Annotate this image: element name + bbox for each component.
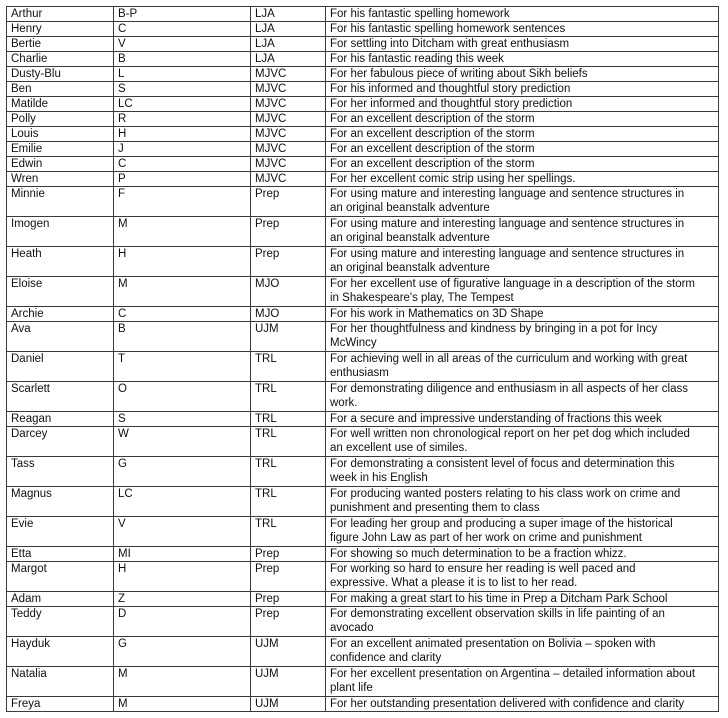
pupil-name-cell: Darcey <box>7 427 114 457</box>
surname-initial-cell: F <box>114 187 251 217</box>
pupil-name-cell: Imogen <box>7 217 114 247</box>
award-reason-cell: For her excellent use of figurative language in a description of the storm in Shakespeare's play, The Tempest <box>326 277 719 307</box>
class-code-cell: Prep <box>251 607 326 637</box>
table-row <box>7 82 719 97</box>
table-row <box>7 352 719 382</box>
pupil-name-cell: Scarlett <box>7 382 114 412</box>
surname-initial-cell: V <box>114 37 251 52</box>
surname-initial-cell: C <box>114 157 251 172</box>
class-code-cell: Prep <box>251 217 326 247</box>
table-row <box>7 142 719 157</box>
award-reason-cell: For his fantastic spelling homework <box>326 7 719 22</box>
pupil-name-cell: Daniel <box>7 352 114 382</box>
award-reason-cell: For her thoughtfulness and kindness by bringing in a pot for Incy McWincy <box>326 322 719 352</box>
awards-table-body <box>7 7 719 712</box>
pupil-name-cell: Archie <box>7 307 114 322</box>
award-reason-cell: For her outstanding presentation delivered with confidence and clarity <box>326 697 719 712</box>
class-code-cell: MJVC <box>251 97 326 112</box>
award-reason-cell: For leading her group and producing a super image of the historical figure John Law as part of her work on crime and punishment <box>326 517 719 547</box>
table-row <box>7 127 719 142</box>
award-reason-cell: For producing wanted posters relating to his class work on crime and punishment and presenting them to class <box>326 487 719 517</box>
table-row <box>7 277 719 307</box>
surname-initial-cell: H <box>114 247 251 277</box>
pupil-name-cell: Evie <box>7 517 114 547</box>
pupil-name-cell: Minnie <box>7 187 114 217</box>
surname-initial-cell: M <box>114 667 251 697</box>
pupil-name-cell: Natalia <box>7 667 114 697</box>
table-row <box>7 307 719 322</box>
table-row <box>7 592 719 607</box>
pupil-name-cell: Etta <box>7 547 114 562</box>
surname-initial-cell: S <box>114 412 251 427</box>
surname-initial-cell: LC <box>114 97 251 112</box>
table-row <box>7 562 719 592</box>
surname-initial-cell: M <box>114 217 251 247</box>
class-code-cell: Prep <box>251 247 326 277</box>
pupil-name-cell: Heath <box>7 247 114 277</box>
table-row <box>7 322 719 352</box>
class-code-cell: LJA <box>251 52 326 67</box>
class-code-cell: MJVC <box>251 157 326 172</box>
pupil-name-cell: Henry <box>7 22 114 37</box>
table-row <box>7 112 719 127</box>
table-row <box>7 412 719 427</box>
table-row <box>7 667 719 697</box>
class-code-cell: TRL <box>251 427 326 457</box>
class-code-cell: UJM <box>251 637 326 667</box>
award-reason-cell: For his work in Mathematics on 3D Shape <box>326 307 719 322</box>
class-code-cell: MJVC <box>251 142 326 157</box>
award-reason-cell: For her excellent presentation on Argentina – detailed information about plant life <box>326 667 719 697</box>
pupil-name-cell: Ava <box>7 322 114 352</box>
class-code-cell: LJA <box>251 22 326 37</box>
surname-initial-cell: M <box>114 277 251 307</box>
table-row <box>7 547 719 562</box>
award-reason-cell: For well written non chronological report on her pet dog which included an excellent use of similes. <box>326 427 719 457</box>
surname-initial-cell: H <box>114 127 251 142</box>
surname-initial-cell: W <box>114 427 251 457</box>
award-reason-cell: For his informed and thoughtful story prediction <box>326 82 719 97</box>
award-reason-cell: For making a great start to his time in Prep a Ditcham Park School <box>326 592 719 607</box>
surname-initial-cell: C <box>114 307 251 322</box>
class-code-cell: MJVC <box>251 172 326 187</box>
surname-initial-cell: G <box>114 457 251 487</box>
pupil-name-cell: Emilie <box>7 142 114 157</box>
table-row <box>7 697 719 712</box>
surname-initial-cell: M <box>114 697 251 712</box>
pupil-name-cell: Matilde <box>7 97 114 112</box>
surname-initial-cell: D <box>114 607 251 637</box>
award-reason-cell: For using mature and interesting language and sentence structures in an original beanstalk adventure <box>326 187 719 217</box>
award-reason-cell: For working so hard to ensure her reading is well paced and expressive. What a please it is to list to her read. <box>326 562 719 592</box>
award-reason-cell: For her excellent comic strip using her spellings. <box>326 172 719 187</box>
table-row <box>7 7 719 22</box>
class-code-cell: TRL <box>251 517 326 547</box>
class-code-cell: MJO <box>251 277 326 307</box>
table-row <box>7 637 719 667</box>
class-code-cell: TRL <box>251 412 326 427</box>
award-reason-cell: For showing so much determination to be a fraction whizz. <box>326 547 719 562</box>
award-reason-cell: For his fantastic spelling homework sentences <box>326 22 719 37</box>
table-row <box>7 22 719 37</box>
table-row <box>7 517 719 547</box>
class-code-cell: TRL <box>251 487 326 517</box>
table-row <box>7 172 719 187</box>
award-reason-cell: For using mature and interesting language and sentence structures in an original beanstalk adventure <box>326 217 719 247</box>
surname-initial-cell: G <box>114 637 251 667</box>
surname-initial-cell: S <box>114 82 251 97</box>
award-reason-cell: For an excellent animated presentation on Bolivia – spoken with confidence and clarity <box>326 637 719 667</box>
class-code-cell: TRL <box>251 352 326 382</box>
pupil-name-cell: Polly <box>7 112 114 127</box>
surname-initial-cell: C <box>114 22 251 37</box>
table-row <box>7 427 719 457</box>
pupil-name-cell: Arthur <box>7 7 114 22</box>
pupil-name-cell: Ben <box>7 82 114 97</box>
award-reason-cell: For using mature and interesting language and sentence structures in an original beanstalk adventure <box>326 247 719 277</box>
surname-initial-cell: V <box>114 517 251 547</box>
pupil-name-cell: Bertie <box>7 37 114 52</box>
class-code-cell: UJM <box>251 322 326 352</box>
table-row <box>7 187 719 217</box>
class-code-cell: UJM <box>251 667 326 697</box>
surname-initial-cell: B <box>114 322 251 352</box>
pupil-name-cell: Freya <box>7 697 114 712</box>
award-reason-cell: For demonstrating a consistent level of focus and determination this week in his English <box>326 457 719 487</box>
table-row <box>7 247 719 277</box>
pupil-name-cell: Teddy <box>7 607 114 637</box>
surname-initial-cell: J <box>114 142 251 157</box>
surname-initial-cell: P <box>114 172 251 187</box>
award-reason-cell: For an excellent description of the storm <box>326 127 719 142</box>
surname-initial-cell: LC <box>114 487 251 517</box>
award-reason-cell: For settling into Ditcham with great enthusiasm <box>326 37 719 52</box>
pupil-name-cell: Hayduk <box>7 637 114 667</box>
table-row <box>7 382 719 412</box>
class-code-cell: MJVC <box>251 67 326 82</box>
pupil-name-cell: Magnus <box>7 487 114 517</box>
pupil-name-cell: Reagan <box>7 412 114 427</box>
class-code-cell: TRL <box>251 457 326 487</box>
pupil-name-cell: Louis <box>7 127 114 142</box>
award-reason-cell: For his fantastic reading this week <box>326 52 719 67</box>
surname-initial-cell: O <box>114 382 251 412</box>
class-code-cell: MJVC <box>251 82 326 97</box>
class-code-cell: LJA <box>251 7 326 22</box>
pupil-name-cell: Charlie <box>7 52 114 67</box>
surname-initial-cell: B-P <box>114 7 251 22</box>
table-row <box>7 67 719 82</box>
class-code-cell: MJO <box>251 307 326 322</box>
surname-initial-cell: H <box>114 562 251 592</box>
pupil-name-cell: Wren <box>7 172 114 187</box>
class-code-cell: Prep <box>251 187 326 217</box>
table-row <box>7 157 719 172</box>
class-code-cell: UJM <box>251 697 326 712</box>
surname-initial-cell: MI <box>114 547 251 562</box>
surname-initial-cell: Z <box>114 592 251 607</box>
pupil-name-cell: Tass <box>7 457 114 487</box>
award-reason-cell: For an excellent description of the storm <box>326 142 719 157</box>
pupil-name-cell: Eloise <box>7 277 114 307</box>
award-reason-cell: For demonstrating excellent observation skills in life painting of an avocado <box>326 607 719 637</box>
class-code-cell: MJVC <box>251 127 326 142</box>
document-page <box>6 6 719 712</box>
pupil-name-cell: Dusty-Blu <box>7 67 114 82</box>
class-code-cell: TRL <box>251 382 326 412</box>
award-reason-cell: For her informed and thoughtful story prediction <box>326 97 719 112</box>
surname-initial-cell: T <box>114 352 251 382</box>
award-reason-cell: For an excellent description of the storm <box>326 157 719 172</box>
class-code-cell: Prep <box>251 562 326 592</box>
surname-initial-cell: L <box>114 67 251 82</box>
table-row <box>7 217 719 247</box>
table-row <box>7 487 719 517</box>
awards-table <box>6 6 719 712</box>
table-row <box>7 52 719 67</box>
table-row <box>7 37 719 52</box>
pupil-name-cell: Edwin <box>7 157 114 172</box>
table-row <box>7 457 719 487</box>
pupil-name-cell: Margot <box>7 562 114 592</box>
class-code-cell: Prep <box>251 592 326 607</box>
class-code-cell: MJVC <box>251 112 326 127</box>
table-row <box>7 97 719 112</box>
surname-initial-cell: B <box>114 52 251 67</box>
award-reason-cell: For an excellent description of the storm <box>326 112 719 127</box>
table-row <box>7 607 719 637</box>
award-reason-cell: For achieving well in all areas of the curriculum and working with great enthusiasm <box>326 352 719 382</box>
award-reason-cell: For her fabulous piece of writing about Sikh beliefs <box>326 67 719 82</box>
class-code-cell: Prep <box>251 547 326 562</box>
award-reason-cell: For a secure and impressive understanding of fractions this week <box>326 412 719 427</box>
award-reason-cell: For demonstrating diligence and enthusiasm in all aspects of her class work. <box>326 382 719 412</box>
pupil-name-cell: Adam <box>7 592 114 607</box>
surname-initial-cell: R <box>114 112 251 127</box>
class-code-cell: LJA <box>251 37 326 52</box>
